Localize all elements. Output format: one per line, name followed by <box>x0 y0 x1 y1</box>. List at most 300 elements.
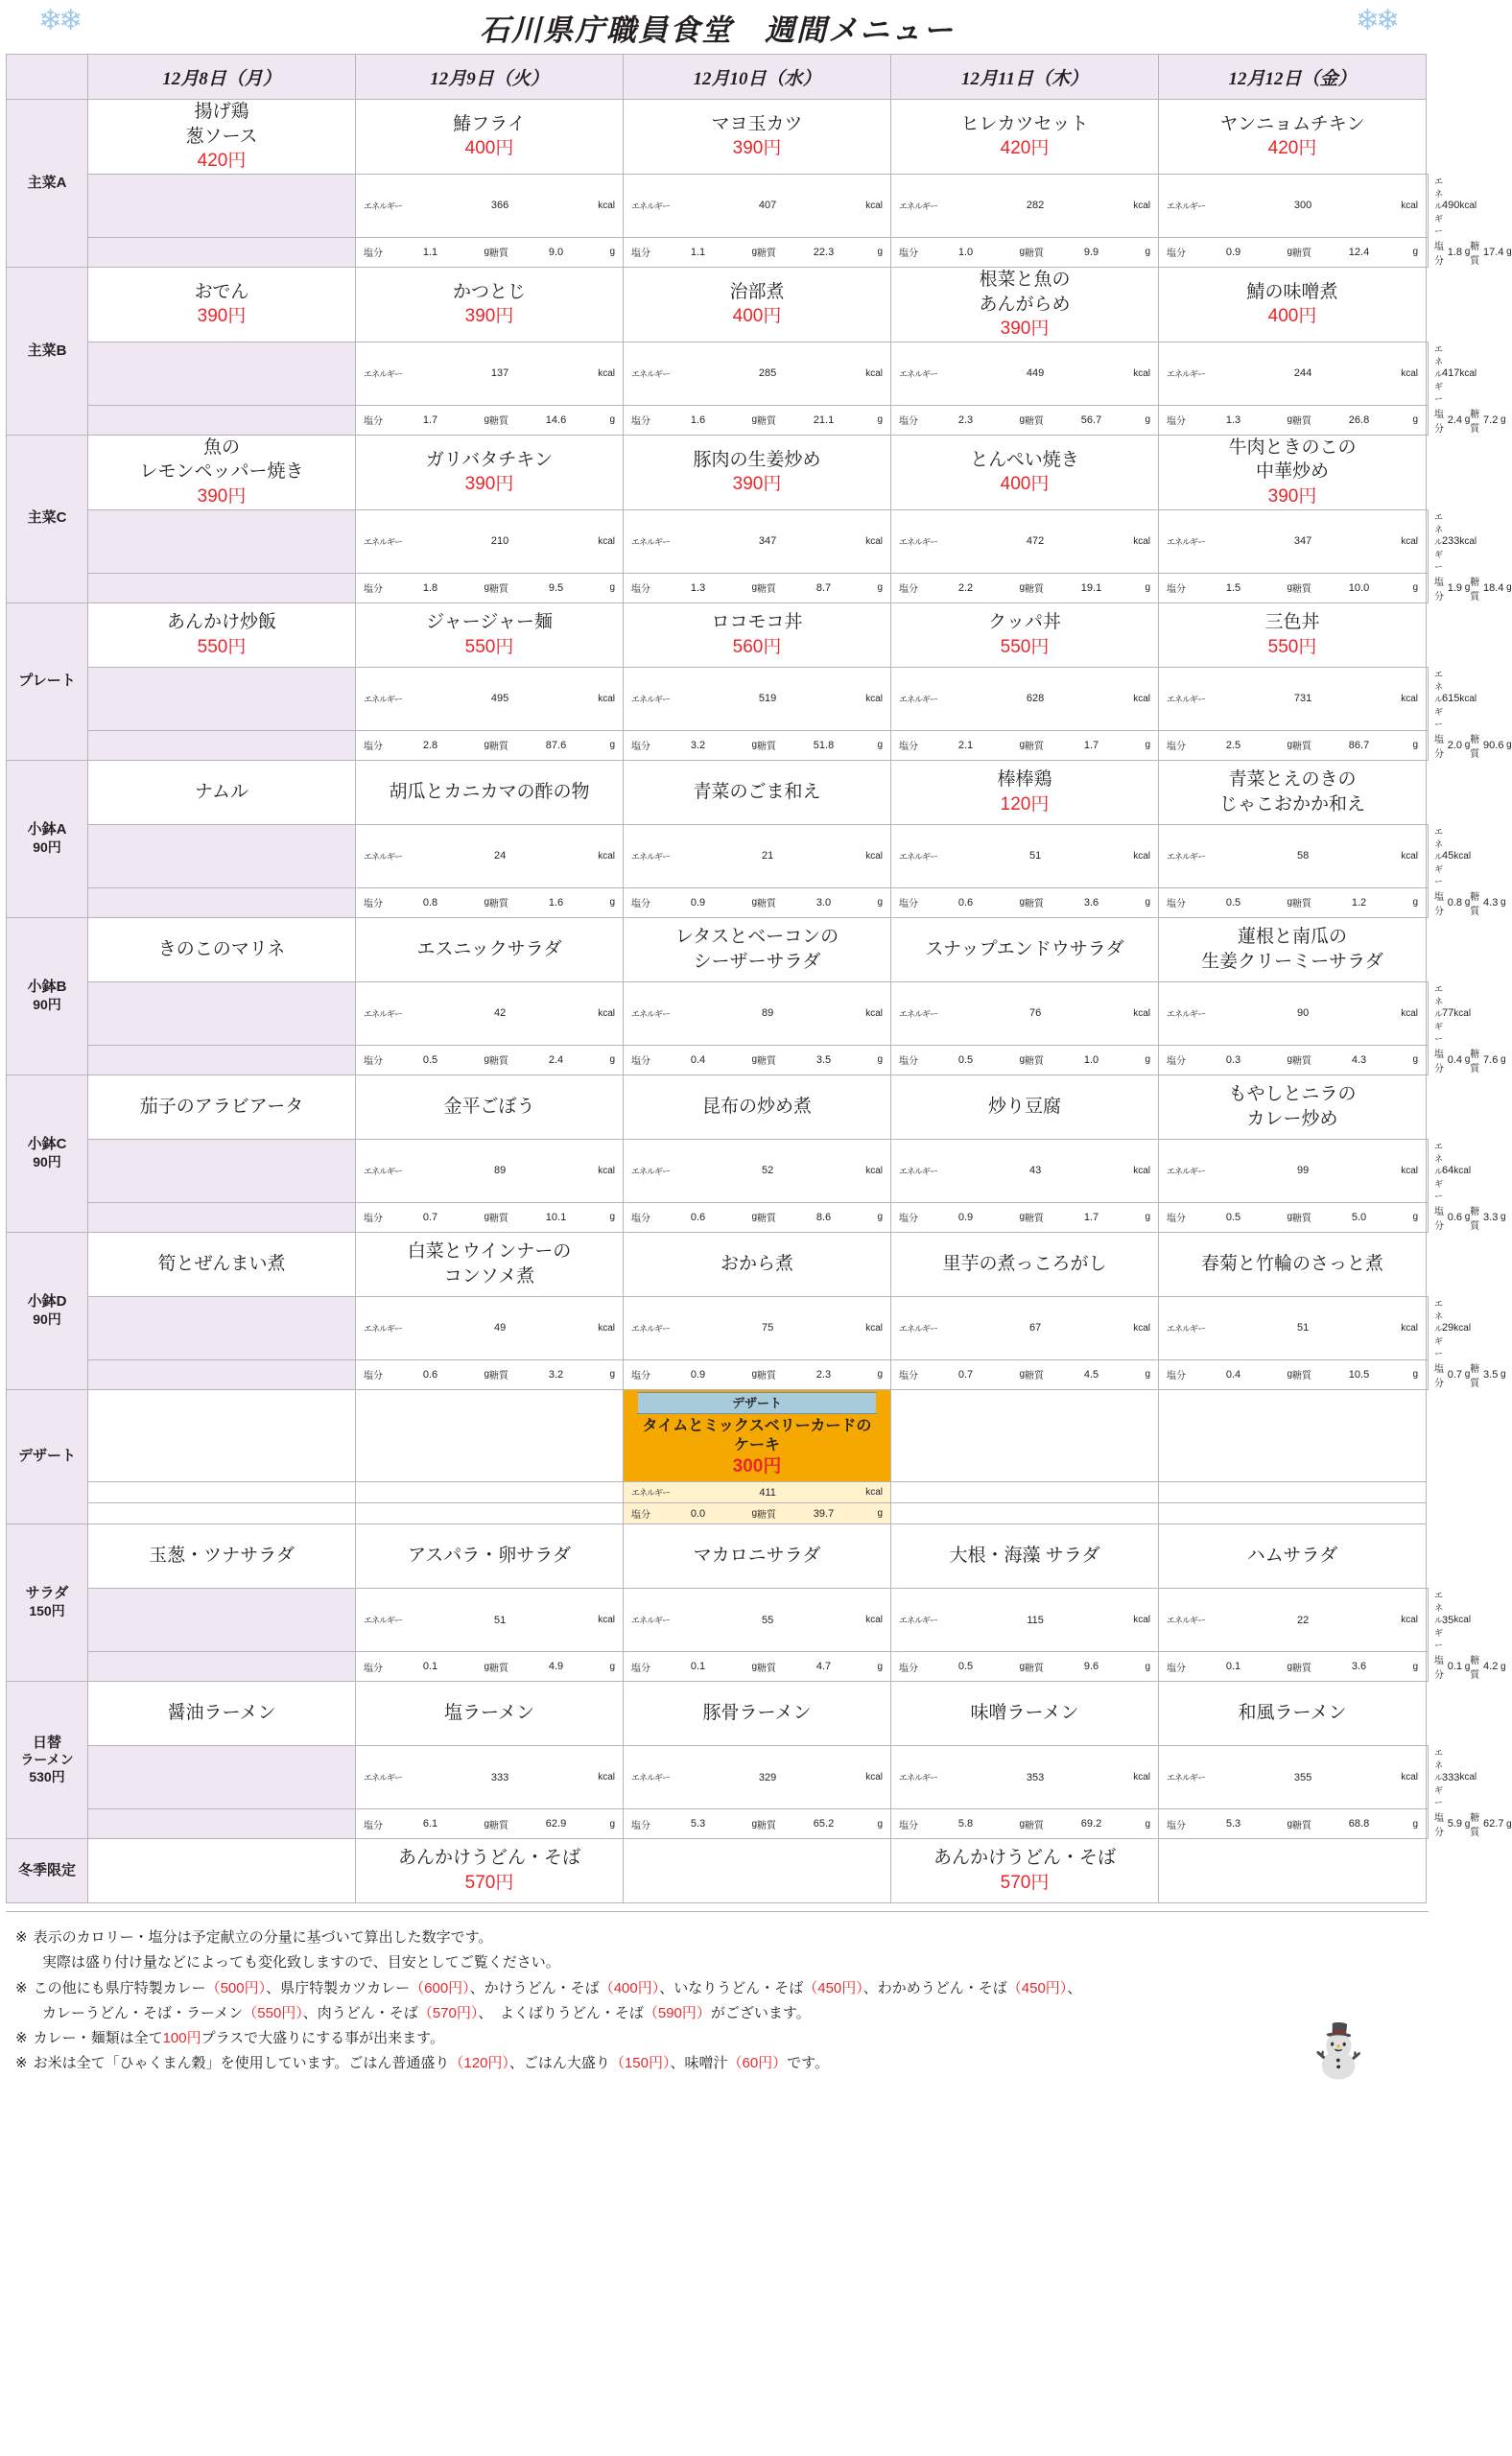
nutrition-energy-cell <box>891 1296 1159 1359</box>
dish-cell[interactable]: 春菊と竹輪のさっと煮 <box>1159 1232 1427 1296</box>
sugar-label: 糖質 <box>1292 416 1311 428</box>
dish-cell[interactable]: クッパ丼 550円 <box>891 602 1159 667</box>
salt-label: 塩分 <box>364 1820 383 1831</box>
dish-cell[interactable]: アスパラ・卵サラダ <box>356 1524 624 1589</box>
row-label-spacer <box>88 1809 356 1839</box>
salt-unit: g <box>1019 1054 1025 1066</box>
sugar-value: 1.6 <box>548 896 564 909</box>
dish-cell[interactable]: 茄子のアラビアータ <box>88 1074 356 1139</box>
sugar-unit: g <box>1506 1818 1512 1830</box>
sugar-unit: g <box>877 1054 883 1066</box>
nutrition-salt-sugar-cell <box>624 1652 891 1682</box>
sugar-unit: g <box>1145 1818 1150 1830</box>
nutrition-salt-sugar-row <box>7 1359 1429 1389</box>
energy-unit: kcal <box>1401 367 1418 379</box>
energy-value: 29 <box>1442 1322 1454 1334</box>
dish-cell[interactable]: 里芋の煮っころがし <box>891 1232 1159 1296</box>
dish-cell[interactable]: 昆布の炒め煮 <box>624 1074 891 1139</box>
sugar-label: 糖質 <box>1470 1813 1480 1839</box>
sugar-label: 糖質 <box>489 1371 508 1382</box>
salt-value: 1.3 <box>690 581 706 594</box>
sugar-unit: g <box>877 247 883 258</box>
dish-cell[interactable]: 炒り豆腐 <box>891 1074 1159 1139</box>
winter-cell[interactable]: あんかけうどん・そば 570円 <box>891 1839 1159 1903</box>
sugar-value: 90.6 <box>1483 739 1504 751</box>
energy-value: 51 <box>493 1614 507 1626</box>
salt-value: 0.9 <box>690 896 706 909</box>
salt-value: 0.6 <box>957 896 974 909</box>
nutrition-energy-cell <box>1159 1139 1427 1202</box>
nutrition-salt-sugar-cell <box>1159 405 1427 435</box>
sugar-value: 4.3 <box>1351 1053 1367 1066</box>
menu-row-winter <box>7 1839 1429 1903</box>
energy-value: 411 <box>759 1486 776 1499</box>
dish-cell[interactable]: 棒棒鶏 120円 <box>891 760 1159 824</box>
salt-label: 塩分 <box>1434 891 1444 917</box>
dish-cell[interactable]: 牛肉ときのこの 中華炒め 390円 <box>1159 435 1427 509</box>
sugar-unit: g <box>1145 740 1150 751</box>
salt-value: 0.7 <box>957 1368 974 1381</box>
nutrition-energy-cell <box>891 509 1159 573</box>
salt-unit: g <box>1019 247 1025 258</box>
salt-label: 塩分 <box>364 248 383 260</box>
salt-unit: g <box>1019 414 1025 426</box>
dish-cell[interactable]: あんかけ炒飯 550円 <box>88 602 356 667</box>
dish-cell[interactable]: 白菜とウインナーの コンソメ煮 <box>356 1232 624 1296</box>
nutrition-energy-cell <box>356 1296 624 1359</box>
sugar-unit: g <box>1500 1661 1506 1672</box>
salt-value: 0.4 <box>1225 1368 1241 1381</box>
snowflake-icon-right: ❄❄ <box>1355 5 1396 36</box>
energy-label: エネルギー <box>1167 1773 1206 1783</box>
nutrition-salt-sugar-cell <box>356 237 624 267</box>
sugar-value: 4.3 <box>1483 896 1499 909</box>
nutrition-energy-row <box>7 174 1429 237</box>
energy-unit: kcal <box>1459 367 1477 379</box>
sugar-label: 糖質 <box>1025 899 1044 910</box>
dish-cell[interactable]: 蓮根と南瓜の 生姜クリーミーサラダ <box>1159 917 1427 981</box>
dish-cell[interactable]: 玉葱・ツナサラダ <box>88 1524 356 1589</box>
row-label-spacer <box>88 887 356 917</box>
nutrition-energy-cell <box>1427 1296 1472 1359</box>
dish-cell[interactable]: 青菜とえのきの じゃこおかか和え <box>1159 760 1427 824</box>
salt-label: 塩分 <box>631 1820 650 1831</box>
nutrition-energy-cell <box>624 174 891 237</box>
sugar-label: 糖質 <box>757 742 776 753</box>
dish-cell[interactable]: 筍とぜんまい煮 <box>88 1232 356 1296</box>
note-line-6: ※ お米は全て「ひゃくまん穀」を使用しています。ごはん普通盛り（120円）、ごはん大盛り（150円）、味噌汁（60円）です。 <box>15 2055 829 2072</box>
menu-table-body <box>7 55 1512 1903</box>
winter-price: 570円 <box>464 1873 514 1894</box>
salt-label: 塩分 <box>899 1371 918 1382</box>
energy-unit: kcal <box>1459 200 1477 211</box>
dish-cell[interactable]: かつとじ 390円 <box>356 267 624 342</box>
nutrition-salt-sugar-cell <box>1159 1652 1427 1682</box>
salt-value: 0.1 <box>1447 1661 1463 1673</box>
row-label-ramen: 日替 ラーメン 530円 <box>7 1682 88 1839</box>
dish-cell[interactable]: ハムサラダ <box>1159 1524 1427 1589</box>
salt-value: 0.5 <box>1225 896 1241 909</box>
energy-label: エネルギー <box>631 694 671 704</box>
nutrition-salt-sugar-cell <box>891 237 1159 267</box>
sugar-label: 糖質 <box>1025 1820 1044 1831</box>
energy-unit: kcal <box>1453 850 1472 862</box>
row-label-spacer <box>88 981 356 1045</box>
sugar-label: 糖質 <box>1025 742 1044 753</box>
nutrition-salt-sugar-row <box>7 730 1429 760</box>
sugar-value: 4.5 <box>1083 1368 1099 1381</box>
nutrition-salt-sugar-cell <box>624 405 891 435</box>
row-label-shusai_c: 主菜C <box>7 435 88 602</box>
dish-cell[interactable]: 揚げ鶏 葱ソース 420円 <box>88 100 356 175</box>
sugar-label: 糖質 <box>489 584 508 596</box>
energy-value: 407 <box>758 200 777 212</box>
salt-unit: g <box>1287 740 1292 751</box>
sugar-label: 糖質 <box>757 1371 776 1382</box>
footer-divider <box>6 1911 1429 1912</box>
nutrition-energy-cell <box>624 1139 891 1202</box>
dish-cell[interactable]: エスニックサラダ <box>356 917 624 981</box>
winter-cell[interactable]: あんかけうどん・そば 570円 <box>356 1839 624 1903</box>
salt-unit: g <box>1019 1212 1025 1223</box>
sugar-unit: g <box>1500 414 1506 426</box>
energy-value: 300 <box>1293 200 1312 212</box>
salt-label: 塩分 <box>1167 1214 1186 1225</box>
dish-cell[interactable]: ヤンニョムチキン 420円 <box>1159 100 1427 175</box>
energy-label: エネルギー <box>1434 1298 1443 1358</box>
salt-unit: g <box>484 1661 489 1672</box>
table-header-row <box>7 55 1429 100</box>
nutrition-salt-sugar-cell <box>624 887 891 917</box>
sugar-value: 10.5 <box>1348 1368 1370 1381</box>
salt-value: 0.6 <box>422 1368 438 1381</box>
energy-label: エネルギー <box>899 536 938 547</box>
energy-label: エネルギー <box>364 536 403 547</box>
sugar-unit: g <box>609 247 615 258</box>
salt-value: 0.9 <box>1225 246 1241 258</box>
menu-row-plate <box>7 602 1429 667</box>
salt-label: 塩分 <box>899 1663 918 1674</box>
energy-unit: kcal <box>865 535 883 547</box>
salt-value: 0.9 <box>690 1368 706 1381</box>
sugar-unit: g <box>1412 1054 1418 1066</box>
dish-cell[interactable]: 豚骨ラーメン <box>624 1682 891 1746</box>
energy-label: エネルギー <box>364 1323 403 1334</box>
energy-label: エネルギー <box>899 1008 938 1019</box>
energy-value: 329 <box>758 1771 777 1783</box>
salt-unit: g <box>1287 1369 1292 1381</box>
energy-value: 58 <box>1296 850 1310 862</box>
empty-cell <box>891 1482 1159 1503</box>
nutrition-salt-sugar-cell <box>356 887 624 917</box>
energy-value: 51 <box>1296 1322 1310 1334</box>
energy-unit: kcal <box>1133 367 1150 379</box>
sugar-label: 糖質 <box>757 416 776 428</box>
salt-label: 塩分 <box>364 899 383 910</box>
nutrition-energy-cell <box>891 1746 1159 1809</box>
sugar-value: 26.8 <box>1348 413 1370 426</box>
sugar-unit: g <box>877 740 883 751</box>
energy-value: 210 <box>490 535 509 548</box>
footer-notes <box>15 1925 1429 2080</box>
salt-value: 0.3 <box>1225 1053 1241 1066</box>
nutrition-salt-sugar-cell <box>891 405 1159 435</box>
sugar-label: 糖質 <box>1470 1206 1480 1232</box>
nutrition-energy-cell <box>891 667 1159 730</box>
energy-value: 519 <box>758 693 777 705</box>
dish-cell[interactable]: きのこのマリネ <box>88 917 356 981</box>
nutrition-salt-sugar-cell <box>1159 1045 1427 1074</box>
page-header <box>6 0 1429 54</box>
dish-cell[interactable]: 大根・海藻 サラダ <box>891 1524 1159 1589</box>
nutrition-salt-sugar-cell <box>891 573 1159 602</box>
dessert-empty-cell <box>1159 1389 1427 1481</box>
nutrition-salt-sugar-cell <box>891 730 1159 760</box>
menu-row-salad <box>7 1524 1429 1589</box>
dish-price: 420円 <box>1267 138 1317 159</box>
dish-cell[interactable]: 和風ラーメン <box>1159 1682 1427 1746</box>
nutrition-salt-sugar-row <box>7 237 1429 267</box>
nutrition-salt-sugar-cell <box>624 237 891 267</box>
salt-label: 塩分 <box>1167 248 1186 260</box>
dish-cell[interactable]: ヒレカツセット 420円 <box>891 100 1159 175</box>
dish-cell[interactable]: 塩ラーメン <box>356 1682 624 1746</box>
nutrition-energy-cell <box>1427 824 1472 887</box>
sugar-unit: g <box>609 1818 615 1830</box>
winter-cell <box>1159 1839 1427 1903</box>
salt-label: 塩分 <box>631 899 650 910</box>
salt-unit: g <box>1019 582 1025 594</box>
snowflake-icon-left: ❄❄ <box>38 5 80 36</box>
sugar-unit: g <box>1500 1212 1506 1223</box>
dish-cell[interactable]: 鰆フライ 400円 <box>356 100 624 175</box>
sugar-label: 糖質 <box>1025 1371 1044 1382</box>
energy-unit: kcal <box>598 1322 615 1334</box>
salt-value: 0.5 <box>957 1053 974 1066</box>
sugar-value: 1.2 <box>1351 896 1367 909</box>
energy-label: エネルギー <box>631 1323 671 1334</box>
energy-unit: kcal <box>1401 1007 1418 1019</box>
sugar-unit: g <box>1500 1054 1506 1066</box>
salt-unit: g <box>1019 897 1025 909</box>
sugar-label: 糖質 <box>757 1663 776 1674</box>
dish-cell[interactable]: ロコモコ丼 560円 <box>624 602 891 667</box>
energy-label: エネルギー <box>1167 536 1206 547</box>
sugar-value: 9.0 <box>548 246 564 258</box>
salt-unit: g <box>484 1818 489 1830</box>
nutrition-energy-row <box>7 342 1429 405</box>
dish-cell[interactable]: おから煮 <box>624 1232 891 1296</box>
sugar-label: 糖質 <box>489 1214 508 1225</box>
sugar-unit: g <box>1506 740 1512 751</box>
salt-unit: g <box>484 897 489 909</box>
dish-cell[interactable]: 胡瓜とカニカマの酢の物 <box>356 760 624 824</box>
nutrition-energy-cell <box>1427 1746 1477 1809</box>
sugar-value: 4.2 <box>1483 1661 1499 1673</box>
salt-unit: g <box>484 1054 489 1066</box>
dish-cell[interactable]: 治部煮 400円 <box>624 267 891 342</box>
dish-cell[interactable]: もやしとニラの カレー炒め <box>1159 1074 1427 1139</box>
energy-label: エネルギー <box>1434 343 1443 404</box>
nutrition-energy-cell <box>356 824 624 887</box>
salt-value: 0.5 <box>1225 1211 1241 1223</box>
sugar-unit: g <box>609 897 615 909</box>
dish-cell[interactable]: マヨ玉カツ 390円 <box>624 100 891 175</box>
sugar-unit: g <box>1145 247 1150 258</box>
day-header-1: 12月8日（月） <box>88 55 356 100</box>
salt-label: 塩分 <box>899 584 918 596</box>
dish-cell[interactable]: 醤油ラーメン <box>88 1682 356 1746</box>
day-header-2: 12月9日（火） <box>356 55 624 100</box>
dish-cell[interactable]: ナムル <box>88 760 356 824</box>
energy-label: エネルギー <box>899 1323 938 1334</box>
dish-price: 400円 <box>732 306 782 327</box>
dish-cell[interactable]: 魚の レモンペッパー焼き 390円 <box>88 435 356 509</box>
salt-unit: g <box>1019 1661 1025 1672</box>
energy-unit: kcal <box>1133 1772 1150 1783</box>
menu-row-kobachi_d <box>7 1232 1429 1296</box>
salt-value: 0.9 <box>957 1211 974 1223</box>
dish-cell[interactable]: 三色丼 550円 <box>1159 602 1427 667</box>
sugar-value: 39.7 <box>813 1507 835 1520</box>
salt-label: 塩分 <box>1434 1813 1444 1839</box>
empty-cell <box>1159 1503 1427 1524</box>
salt-label: 塩分 <box>631 1663 650 1674</box>
salt-label: 塩分 <box>1167 1820 1186 1831</box>
nutrition-salt-sugar-cell <box>1159 1809 1427 1839</box>
dish-cell[interactable]: マカロニサラダ <box>624 1524 891 1589</box>
dish-cell[interactable]: 味噌ラーメン <box>891 1682 1159 1746</box>
energy-unit: kcal <box>865 1322 883 1334</box>
salt-label: 塩分 <box>899 899 918 910</box>
empty-cell <box>88 1482 356 1503</box>
energy-value: 353 <box>1026 1771 1045 1783</box>
nutrition-energy-cell <box>1427 174 1477 237</box>
energy-unit: kcal <box>865 200 883 211</box>
energy-label: エネルギー <box>631 536 671 547</box>
dessert-salt-sugar-cell <box>624 1503 891 1524</box>
salt-unit: g <box>1019 1818 1025 1830</box>
sugar-value: 14.6 <box>545 413 567 426</box>
nutrition-salt-sugar-cell <box>356 1809 624 1839</box>
energy-unit: kcal <box>1133 200 1150 211</box>
energy-unit: kcal <box>598 200 615 211</box>
day-header-3: 12月10日（水） <box>624 55 891 100</box>
sugar-value: 62.7 <box>1483 1818 1504 1830</box>
dish-cell[interactable]: スナップエンドウサラダ <box>891 917 1159 981</box>
row-label-kobachi_d: 小鉢D 90円 <box>7 1232 88 1389</box>
dish-cell[interactable]: ジャージャー麺 550円 <box>356 602 624 667</box>
dish-cell[interactable]: おでん 390円 <box>88 267 356 342</box>
energy-unit: kcal <box>1459 1772 1477 1783</box>
sugar-unit: g <box>609 414 615 426</box>
nutrition-energy-cell <box>1427 667 1477 730</box>
salt-label: 塩分 <box>631 1510 650 1522</box>
dish-price: 550円 <box>197 636 247 657</box>
energy-label: エネルギー <box>899 1166 938 1176</box>
salt-unit: g <box>751 1818 757 1830</box>
energy-unit: kcal <box>1133 535 1150 547</box>
sugar-value: 19.1 <box>1080 581 1102 594</box>
energy-label: エネルギー <box>1167 1616 1206 1626</box>
dish-cell[interactable]: ガリバタチキン 390円 <box>356 435 624 509</box>
sugar-label: 糖質 <box>1292 1663 1311 1674</box>
sugar-unit: g <box>609 740 615 751</box>
dish-price: 550円 <box>1267 636 1317 657</box>
note-line-5: ※ カレー・麺類は全て100円プラスで大盛りにする事が出来ます。 <box>15 2030 444 2047</box>
nutrition-energy-row <box>7 667 1429 730</box>
dish-cell[interactable]: とんぺい焼き 400円 <box>891 435 1159 509</box>
dessert-cell[interactable] <box>624 1389 891 1481</box>
dish-cell[interactable]: レタスとベーコンの シーザーサラダ <box>624 917 891 981</box>
energy-label: エネルギー <box>631 851 671 862</box>
sugar-label: 糖質 <box>1292 899 1311 910</box>
sugar-unit: g <box>1412 582 1418 594</box>
sugar-label: 糖質 <box>1292 742 1311 753</box>
nutrition-salt-sugar-cell <box>1159 887 1427 917</box>
sugar-value: 7.2 <box>1483 413 1499 426</box>
nutrition-salt-sugar-cell <box>1159 237 1427 267</box>
sugar-label: 糖質 <box>1470 891 1480 917</box>
sugar-value: 10.0 <box>1348 581 1370 594</box>
sugar-unit: g <box>1412 247 1418 258</box>
salt-label: 塩分 <box>631 742 650 753</box>
sugar-unit: g <box>1500 897 1506 909</box>
menu-row-ramen <box>7 1682 1429 1746</box>
energy-value: 628 <box>1026 693 1045 705</box>
dessert-empty-cell <box>88 1389 356 1481</box>
winter-cell <box>624 1839 891 1903</box>
dish-cell[interactable]: 根菜と魚の あんがらめ 390円 <box>891 267 1159 342</box>
salt-label: 塩分 <box>631 1214 650 1225</box>
salt-unit: g <box>484 247 489 258</box>
row-label-spacer <box>88 1652 356 1682</box>
salt-unit: g <box>751 1054 757 1066</box>
energy-label: エネルギー <box>1434 826 1443 886</box>
sugar-value: 4.7 <box>815 1661 832 1673</box>
salt-value: 1.8 <box>1447 246 1463 258</box>
note-mark: ※ <box>15 1929 28 1947</box>
dish-cell[interactable]: 青菜のごま和え <box>624 760 891 824</box>
dish-cell[interactable]: 金平ごぼう <box>356 1074 624 1139</box>
energy-unit: kcal <box>1453 1615 1472 1626</box>
energy-label: エネルギー <box>364 368 403 379</box>
sugar-label: 糖質 <box>489 1056 508 1068</box>
row-label-spacer <box>88 1296 356 1359</box>
energy-unit: kcal <box>1133 1007 1150 1019</box>
dish-cell[interactable]: 豚肉の生姜炒め 390円 <box>624 435 891 509</box>
salt-value: 0.8 <box>1447 896 1463 909</box>
salt-value: 3.2 <box>690 739 706 751</box>
snowman-icon: ⛄ <box>1306 2021 1371 2080</box>
row-label-spacer <box>88 1746 356 1809</box>
salt-value: 2.3 <box>957 413 974 426</box>
sugar-label: 糖質 <box>489 416 508 428</box>
dish-cell[interactable]: 鯖の味噌煮 400円 <box>1159 267 1427 342</box>
nutrition-energy-cell <box>1159 981 1427 1045</box>
menu-row-shusai_b <box>7 267 1429 342</box>
note-line-2 <box>15 1950 1429 1975</box>
row-label-spacer <box>88 405 356 435</box>
note-text: 表示のカロリー・塩分は予定献立の分量に基づいて算出した数字です。 <box>33 1929 493 1947</box>
salt-unit: g <box>751 1508 757 1520</box>
energy-value: 731 <box>1293 693 1312 705</box>
salt-unit: g <box>1287 414 1292 426</box>
sugar-unit: g <box>1506 582 1512 594</box>
salt-unit: g <box>751 582 757 594</box>
salt-unit: g <box>751 1369 757 1381</box>
sugar-unit: g <box>1145 1054 1150 1066</box>
